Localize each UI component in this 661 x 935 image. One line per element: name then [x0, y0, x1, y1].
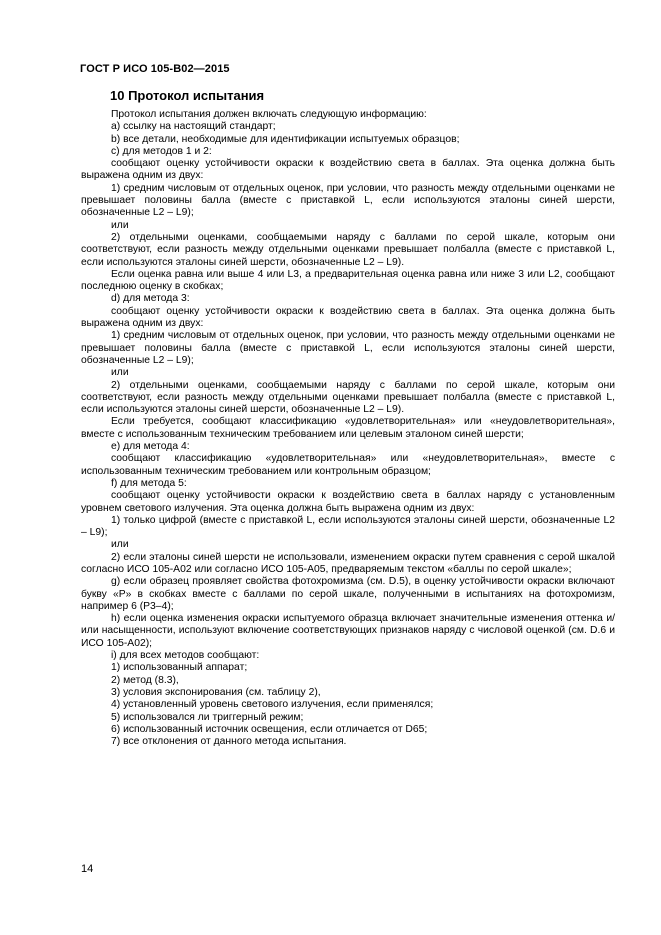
paragraph: сообщают классификацию «удовлетворительная» или «неудовлетворительная», вместе с использованным техническим требованием или контрольным образцом; — [81, 453, 615, 477]
page-number: 14 — [81, 863, 94, 875]
paragraph: i) для всех методов сообщают: — [111, 650, 260, 662]
paragraph: сообщают оценку устойчивости окраски к воздействию света в баллах наряду с установленным уровнем светового излучения. Эта оценка должна быть выражена одним из двух: — [81, 490, 615, 514]
paragraph: 2) метод (8.3), — [111, 674, 179, 686]
paragraph: 5) использовался ли триггерный режим; — [111, 711, 304, 723]
paragraph: Если оценка равна или выше 4 или L3, а предварительная оценка равна или ниже 3 или L2, сообщают последнюю оценку в скобках; — [81, 268, 615, 293]
paragraph: g) если образец проявляет свойства фотохромизма (см. D.5), в оценку устойчивости окраски включают букву «P» в скобках вместе с баллами по серой шкале, полученными в испытаниях на фотохромизм, например 6 (P3–4); — [81, 576, 615, 612]
paragraph: 4) установленный уровень светового излучения, если применялся; — [111, 699, 434, 711]
paragraph: 1) средним числовым от отдельных оценок, при условии, что разность между отдельными оценками не превышает половины балла (вместе с приставкой L, если используются эталоны синей шерсти, обозначенные L2 – L9); — [81, 330, 615, 366]
paragraph: 6) использованный источник освещения, если отличается от D65; — [111, 723, 428, 735]
paragraph: 2) отдельными оценками, сообщаемыми наряду с баллами по серой шкале, которым они соответствуют, если разность между отдельными оценками превышает полбалла (вместе с приставкой L, если используются эталоны синей шерсти, обозначенные L2 – L9). — [81, 231, 615, 268]
paragraph: 2) если эталоны синей шерсти не использовали, изменением окраски путем сравнения с серой шкалой согласно ИСО 105-A02 или согласно ИСО 105-A05, предваряемым текстом «баллы по серой шкале»; — [81, 551, 615, 575]
document-header: ГОСТ Р ИСО 105-B02—2015 — [80, 63, 230, 75]
paragraph: сообщают оценку устойчивости окраски к воздействию света в баллах. Эта оценка должна быть выражена одним из двух: — [81, 305, 615, 330]
paragraph: Если требуется, сообщают классификацию «удовлетворительная» или «неудовлетворительная», вместе с использованным техническим требованием или целевым эталоном синей шерсти; — [81, 416, 615, 440]
paragraph: 1) только цифрой (вместе с приставкой L, если используются эталоны синей шерсти, обозначенные L2 – L9); — [81, 514, 615, 539]
paragraph: b) все детали, необходимые для идентификации испытуемых образцов; — [111, 133, 460, 145]
paragraph: 3) условия экспонирования (см. таблицу 2), — [111, 686, 321, 698]
paragraph: 1) средним числовым от отдельных оценок, при условии, что разность между отдельными оценками не превышает половины балла (вместе с приставкой L, если используются эталоны синей шерсти, обозначенные L2 – L9); — [81, 182, 615, 219]
paragraph: c) для методов 1 и 2: — [111, 145, 212, 157]
section-body — [81, 109, 615, 748]
section-title: 10 Протокол испытания — [110, 88, 265, 103]
paragraph: а) ссылку на настоящий стандарт; — [111, 121, 276, 133]
paragraph: e) для метода 4: — [111, 441, 190, 453]
paragraph: или — [111, 539, 129, 551]
paragraph: 7) все отклонения от данного метода испытания. — [111, 736, 347, 748]
paragraph: h) если оценка изменения окраски испытуемого образца включает значительные изменения оттенка и/или насыщенности, используют включение соответствующих признаков наряду с числовой оценкой (см. D.6 и ИСО 105-A02); — [81, 613, 615, 649]
paragraph: 2) отдельными оценками, сообщаемыми наряду с баллами по серой шкале, которым они соответствуют, если разность между отдельными оценками превышает полбалла (вместе с приставкой L, если используются эталоны синей шерсти, обозначенные L2 – L9). — [81, 379, 615, 416]
paragraph: или — [111, 367, 129, 379]
paragraph: сообщают оценку устойчивости окраски к воздействию света в баллах. Эта оценка должна быть выражена одним из двух: — [81, 158, 615, 182]
paragraph: 1) использованный аппарат; — [111, 662, 248, 674]
paragraph: f) для метода 5: — [111, 477, 187, 489]
paragraph: или — [111, 219, 129, 231]
paragraph: d) для метода 3: — [111, 293, 190, 305]
paragraph: Протокол испытания должен включать следующую информацию: — [111, 109, 427, 120]
